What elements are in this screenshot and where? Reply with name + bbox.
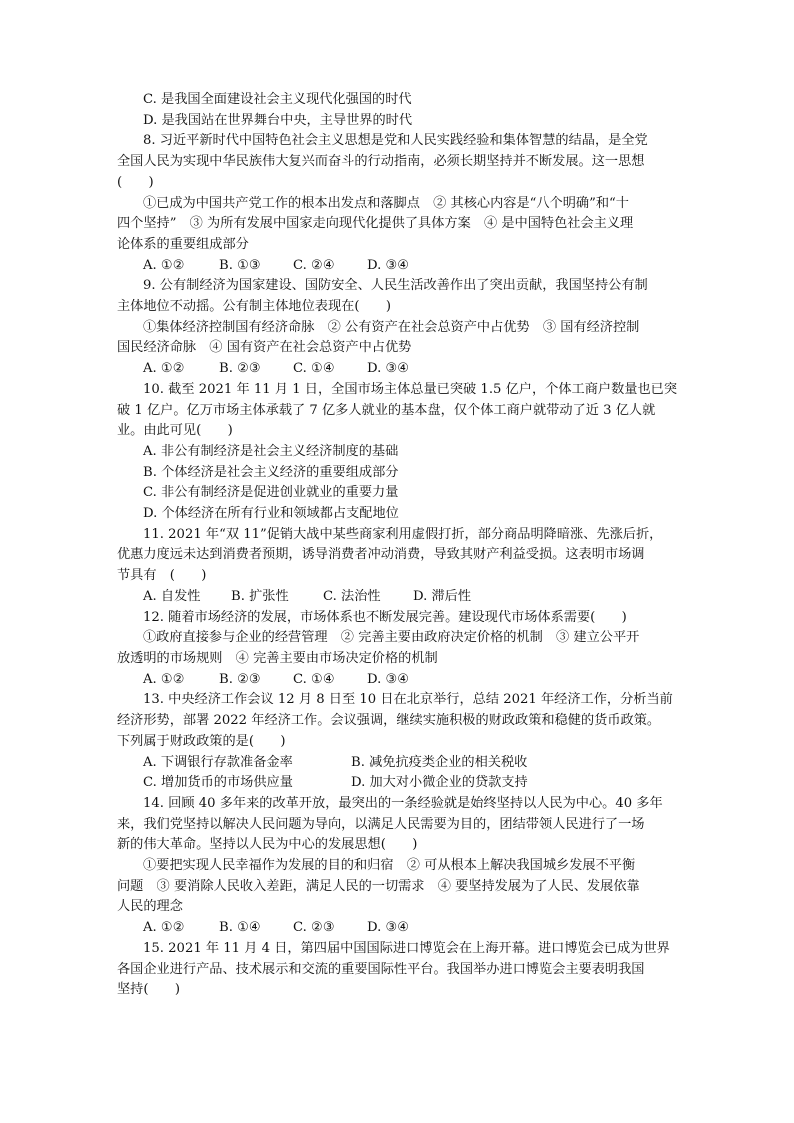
question-14-statements-cont: 问题 ③ 要消除人民收入差距，满足人民的一切需求 ④ 要坚持发展为了人民、发展依靠 [117,878,640,894]
option-b: B. ②③ [219,671,261,687]
question-10-stem-end: 业。由此可见( ) [117,423,233,439]
option-c: C. ②③ [293,920,335,936]
question-14-stem: 14. 回顾 40 多年来的改革开放，最突出的一条经验就是始终坚持以人民为中心。40 多年 [143,795,663,811]
option-d: D. ③④ [367,671,410,687]
option-b: B. 减免抗疫类企业的相关税收 [351,754,528,770]
question-9-statements-cont: 国民经济命脉 ④ 国有资产在社会总资产中占优势 [117,340,412,356]
question-10-stem-cont: 破 1 亿户。亿万市场主体承载了 7 亿多人就业的基本盘，仅个体工商户就带动了近 3 亿人就 [117,402,656,418]
option-b: B. 扩张性 [231,588,289,604]
option-b: B. ②③ [219,361,261,377]
question-8-options [117,256,680,277]
question-8-blank: ( ) [117,174,154,190]
question-10-option-c: C. 非公有制经济是促进创业就业的重要力量 [143,485,399,501]
question-8-block [117,90,680,276]
question-14-options [117,918,680,939]
question-10-block [117,380,680,525]
question-13-options-row-1 [117,753,680,774]
question-10-option-b: B. 个体经济是社会主义经济的重要组成部分 [143,464,399,480]
question-13-stem-cont: 经济形势，部署 2022 年经济工作。会议强调，继续实施积极的财政政策和稳健的货币政策。 [117,713,661,729]
question-9-statements: ①集体经济控制国有经济命脉 ② 公有资产在社会总资产中占优势 ③ 国有经济控制 [143,319,640,335]
option-c-line: C. 是我国全面建设社会主义现代化强国的时代 [143,92,412,107]
question-8-stem-cont: 全国人民为实现中华民族伟大复兴而奋斗的行动指南，必须长期坚持并不断发展。这一思想 [117,154,645,170]
option-c: C. ①④ [293,671,335,687]
option-d: D. ③④ [367,361,410,377]
question-9-stem: 9. 公有制经济为国家建设、国防安全、人民生活改善作出了突出贡献，我国坚持公有制 [143,278,648,294]
option-a: A. ①② [143,257,185,273]
option-c: C. ①④ [293,361,335,377]
question-11-stem: 11. 2021 年“双 11”促销大战中某些商家利用虚假打折，部分商品明降暗涨、先涨后折， [143,526,663,542]
option-a: A. ①② [143,361,185,377]
question-8-statements-cont: 四个坚持” ③ 为所有发展中国家走向现代化提供了具体方案 ④ 是中国特色社会主义理 [117,216,634,232]
question-12-statements-cont: 放透明的市场规则 ④ 完善主要由市场决定价格的机制 [117,650,438,666]
exam-page [117,90,680,1001]
question-8-statements-end: 论体系的重要组成部分 [117,236,249,252]
question-15-block [117,939,680,1001]
option-a: A. 下调银行存款准备金率 [143,754,293,770]
option-d: D. ③④ [367,257,410,273]
question-12-options [117,670,680,691]
option-c: C. 增加货币的市场供应量 [143,775,293,791]
question-14-statements-end: 人民的理念 [117,899,183,915]
question-13-options-row-2 [117,773,680,794]
question-13-stem: 13. 中央经济工作会议 12 月 8 日至 10 日在北京举行，总结 2021 年经济工作，分析当前 [143,692,673,708]
option-a: A. ①② [143,920,185,936]
question-14-block [117,794,680,939]
option-d: D. 滞后性 [413,588,472,604]
option-a: A. 自发性 [143,588,201,604]
question-11-stem-cont: 优惠力度远未达到消费者预期，诱导消费者冲动消费，导致其财产利益受损。这表明市场调 [117,547,645,563]
question-13-block [117,690,680,794]
question-11-options [117,587,680,608]
question-9-stem-cont: 主体地位不动摇。公有制主体地位表现在( ) [117,299,392,315]
question-15-stem-end: 坚持( ) [117,982,181,998]
option-d-line: D. 是我国站在世界舞台中央，主导世界的时代 [143,112,413,128]
option-c: C. 法治性 [323,588,381,604]
question-15-stem-cont: 各国企业进行产品、技术展示和交流的重要国际性平台。我国举办进口博览会主要表明我国 [117,961,645,977]
question-10-option-a: A. 非公有制经济是社会主义经济制度的基础 [143,443,399,459]
option-b: B. ①④ [219,920,261,936]
question-13-stem-end: 下列属于财政政策的是( ) [117,733,286,749]
option-d: D. ③④ [367,920,410,936]
option-d: D. 加大对小微企业的贷款支持 [351,775,528,791]
question-8-statements: ①已成为中国共产党工作的根本出发点和落脚点 ② 其核心内容是“八个明确”和“十 [143,195,629,211]
question-12-block [117,608,680,691]
question-11-block [117,525,680,608]
question-11-stem-end: 节具有 ( ) [117,568,207,584]
question-9-options [117,359,680,380]
question-15-stem: 15. 2021 年 11 月 4 日，第四届中国国际进口博览会在上海开幕。进口博览会已成为世界 [143,940,670,956]
question-14-stem-end: 新的伟大革命。坚持以人民为中心的发展思想( ) [117,837,418,853]
question-9-block [117,276,680,380]
option-b: B. ①③ [219,257,261,273]
question-10-option-d: D. 个体经济在所有行业和领域都占支配地位 [143,506,399,522]
option-a: A. ①② [143,671,185,687]
option-c: C. ②④ [293,257,335,273]
question-14-stem-cont: 来，我们党坚持以解决人民问题为导向，以满足人民需要为目的，团结带领人民进行了一场 [117,816,645,832]
question-8-stem: 8. 习近平新时代中国特色社会主义思想是党和人民实践经验和集体智慧的结晶，是全党 [143,133,648,149]
question-12-stem: 12. 随着市场经济的发展，市场体系也不断发展完善。建设现代市场体系需要( ) [143,609,627,625]
question-12-statements: ①政府直接参与企业的经营管理 ② 完善主要由政府决定价格的机制 ③ 建立公平开 [143,630,640,646]
question-10-stem: 10. 截至 2021 年 11 月 1 日，全国市场主体总量已突破 1.5 亿户，个体工商户数量也已突 [143,381,678,397]
question-14-statements: ①要把实现人民幸福作为发展的目的和归宿 ② 可从根本上解决我国城乡发展不平衡 [143,858,636,874]
